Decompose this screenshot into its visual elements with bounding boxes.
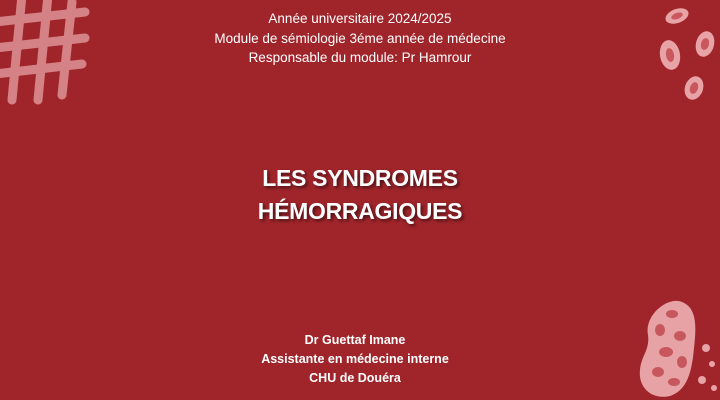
blood-cell-cluster-icon <box>630 290 720 400</box>
title-line-2: HÉMORRAGIQUES <box>257 198 463 224</box>
author-institution: CHU de Douéra <box>309 371 401 385</box>
author-role: Assistante en médecine interne <box>261 352 449 366</box>
academic-year: Année universitaire 2024/2025 <box>268 11 452 26</box>
course-header <box>0 9 720 68</box>
author-name: Dr Guettaf Imane <box>304 333 406 347</box>
slide-title <box>0 162 720 228</box>
module-name: Module de sémiologie 3éme année de médecine <box>214 30 506 46</box>
module-responsible: Responsable du module: Pr Hamrour <box>248 50 472 65</box>
author-block <box>220 331 490 388</box>
title-line-1: LES SYNDROMES <box>262 165 458 191</box>
